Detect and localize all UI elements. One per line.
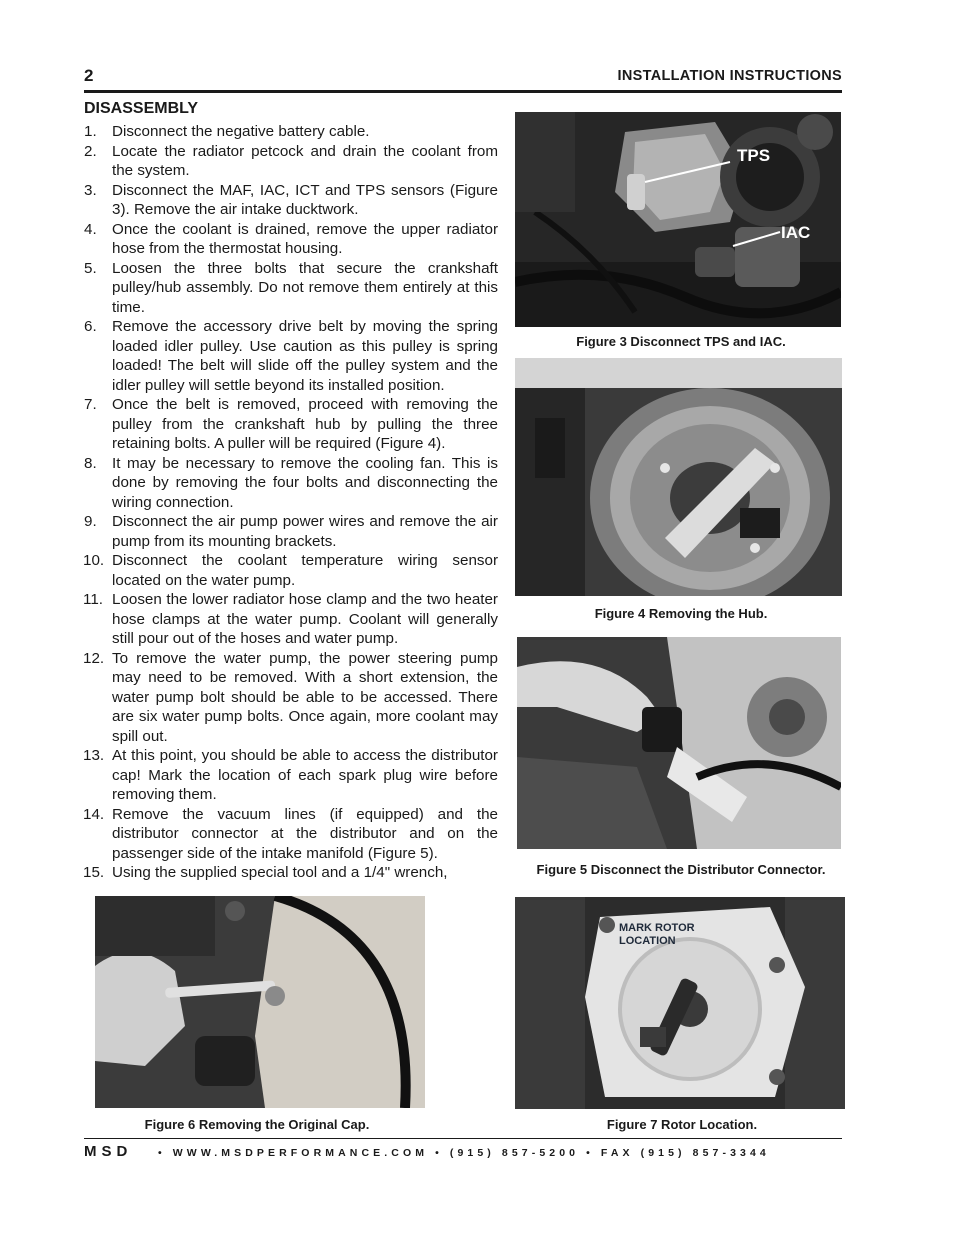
figure-4-photo bbox=[515, 358, 842, 596]
step-text: Loosen the lower radiator hose clamp and the two heater hose clamps at the water pump. Coolant will generally still pour out of the hoses and water pump. bbox=[112, 591, 498, 647]
step-text: Remove the vacuum lines (if equipped) and the distributor connector at the distributor and on the passenger side of the intake manifold (Figure 5). bbox=[112, 805, 498, 862]
figure-5-photo bbox=[517, 637, 841, 849]
page-footer bbox=[84, 1143, 844, 1163]
step-number: 3. bbox=[84, 181, 97, 199]
step-number: 7. bbox=[84, 396, 97, 413]
step-text: At this point, you should be able to access the distributor cap! Mark the location of each spark plug wire before removing them. bbox=[112, 747, 498, 803]
step-number: 14. bbox=[83, 805, 105, 823]
hub-puller-illustration bbox=[515, 358, 842, 596]
step-text: Once the belt is removed, proceed with removing the pulley from the crankshaft hub by pulling the three retaining bolts. A puller will be required (Figure 4). bbox=[112, 396, 498, 452]
page-header bbox=[84, 66, 842, 92]
step-item bbox=[84, 512, 498, 551]
step-text: Once the coolant is drained, remove the upper radiator hose from the thermostat housing. bbox=[112, 220, 498, 257]
step-text: To remove the water pump, the power steering pump may need to be removed. With a short extension, the water pump bolt should be able to be accessed. There are six water pump bolts. Once again, more coolant may spill out. bbox=[112, 649, 498, 745]
step-number: 8. bbox=[84, 454, 97, 472]
step-item bbox=[84, 181, 498, 220]
figure-5-caption: Figure 5 Disconnect the Distributor Connector. bbox=[536, 862, 826, 877]
step-text: Using the supplied special tool and a 1/4" wrench, bbox=[112, 864, 448, 881]
figure-7-caption: Figure 7 Rotor Location. bbox=[606, 1117, 758, 1132]
step-item bbox=[84, 590, 498, 649]
page-number: 2 bbox=[84, 66, 94, 85]
step-number: 10. bbox=[83, 552, 105, 569]
step-item bbox=[84, 317, 498, 395]
step-number: 15. bbox=[83, 864, 105, 881]
step-item bbox=[84, 395, 498, 454]
step-item bbox=[84, 863, 498, 883]
step-item bbox=[84, 259, 498, 318]
step-text: Disconnect the air pump power wires and remove the air pump from its mounting brackets. bbox=[112, 513, 498, 550]
step-text: Remove the accessory drive belt by moving the spring loaded idler pulley. Use caution as this pulley is spring loaded! The belt will slide off the pulley system and the idler pulley will settle beyond its installed position. bbox=[112, 318, 498, 394]
footer-brand: MSD bbox=[84, 1143, 133, 1160]
step-number: 1. bbox=[84, 123, 97, 140]
mark-rotor-label bbox=[619, 922, 695, 948]
step-item bbox=[84, 122, 498, 142]
step-item bbox=[84, 746, 498, 805]
step-number: 5. bbox=[84, 259, 97, 277]
step-number: 11. bbox=[83, 591, 103, 608]
footer-contact: • WWW.MSDPERFORMANCE.COM • (915) 857-5200 • FAX (915) 857-3344 bbox=[158, 1147, 770, 1159]
step-number: 12. bbox=[83, 649, 105, 667]
step-item bbox=[84, 649, 498, 747]
mark-rotor-label-line-2: LOCATION bbox=[619, 935, 676, 947]
footer-rule bbox=[84, 1138, 842, 1139]
step-item bbox=[84, 142, 498, 181]
figure-3-caption: Figure 3 Disconnect TPS and IAC. bbox=[576, 334, 786, 349]
remove-cap-illustration bbox=[95, 896, 425, 1108]
step-text: Locate the radiator petcock and drain the coolant from the system. bbox=[112, 142, 498, 179]
page-header-title: INSTALLATION INSTRUCTIONS bbox=[617, 68, 842, 84]
step-text: Loosen the three bolts that secure the crankshaft pulley/hub assembly. Do not remove them entirely at this time. bbox=[112, 259, 498, 316]
step-item bbox=[84, 220, 498, 259]
figure-3-photo bbox=[515, 112, 841, 327]
step-item bbox=[84, 805, 498, 864]
section-title: DISASSEMBLY bbox=[84, 100, 199, 117]
disassembly-steps bbox=[84, 122, 498, 883]
distributor-connector-illustration bbox=[517, 637, 841, 849]
step-text: Disconnect the negative battery cable. bbox=[112, 123, 370, 140]
figure-6-caption: Figure 6 Removing the Original Cap. bbox=[144, 1117, 370, 1132]
step-number: 6. bbox=[84, 318, 97, 335]
header-rule bbox=[84, 90, 842, 93]
step-text: It may be necessary to remove the cooling fan. This is done by removing the four bolts and disconnecting the wiring connection. bbox=[112, 454, 498, 511]
step-item bbox=[84, 454, 498, 513]
step-item bbox=[84, 551, 498, 590]
step-number: 4. bbox=[84, 220, 97, 238]
step-text: Disconnect the MAF, IAC, ICT and TPS sensors (Figure 3). Remove the air intake ducktwork. bbox=[112, 181, 498, 218]
mark-rotor-label-line-1: MARK ROTOR bbox=[619, 922, 695, 934]
figure-6-photo bbox=[95, 896, 425, 1108]
figure-7-photo bbox=[515, 897, 845, 1109]
tps-label: TPS bbox=[737, 146, 771, 165]
step-number: 2. bbox=[84, 142, 97, 160]
step-number: 9. bbox=[84, 513, 97, 530]
step-number: 13. bbox=[83, 747, 105, 764]
engine-sensors-illustration bbox=[515, 112, 841, 327]
step-text: Disconnect the coolant temperature wiring sensor located on the water pump. bbox=[112, 552, 498, 589]
iac-label: IAC bbox=[781, 223, 811, 242]
figure-4-caption: Figure 4 Removing the Hub. bbox=[594, 606, 768, 621]
